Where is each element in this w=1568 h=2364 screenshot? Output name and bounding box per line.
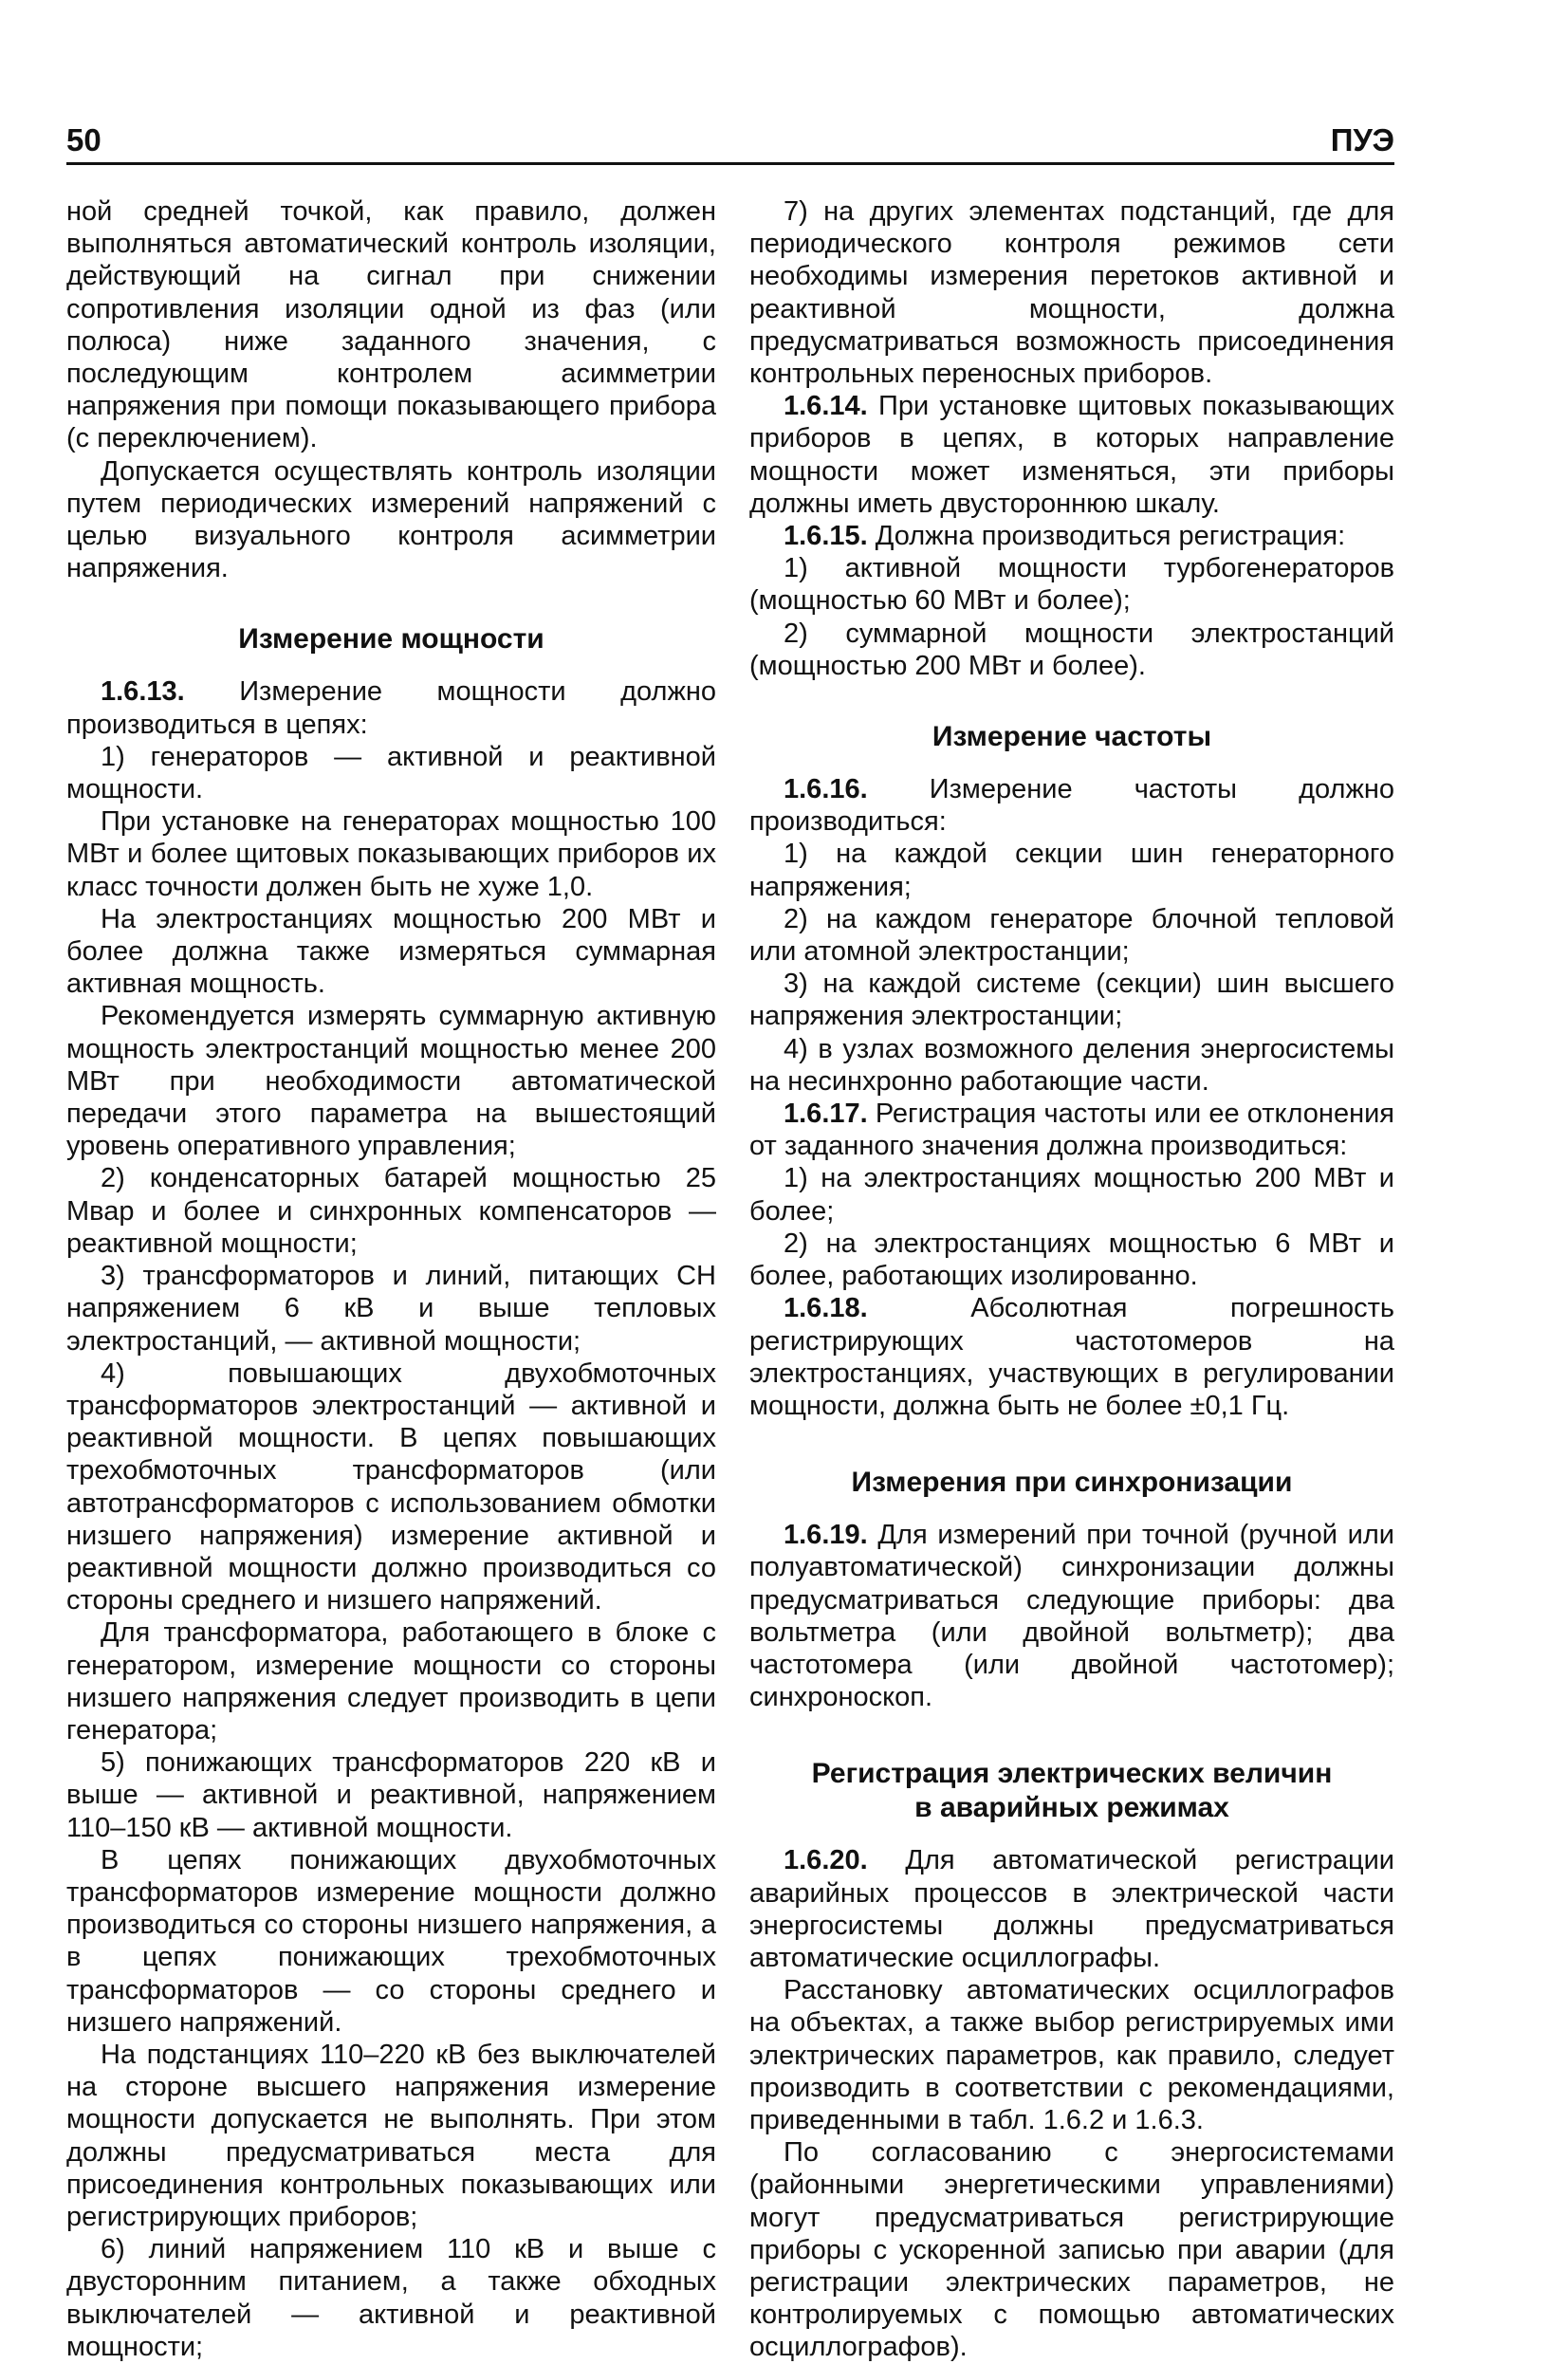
paragraph: Допускается осуществлять контроль изоляции путем периодических измерений напряжений с целью визуального контроля асимметрии напряжения.	[66, 455, 716, 584]
paragraph: Для трансформатора, работающего в блоке с генератором, измерение мощности со стороны низшего напряжения следует производить в цепи генератора;	[66, 1617, 716, 1745]
paragraph: По согласованию с энергосистемами (районными энергетическими управлениями) могут предусматриваться регистрирующие приборы с ускоренной записью при аварии (для регистрации электрических параметров, не контролируемых с помощью автоматических осциллографов).	[749, 2137, 1394, 2363]
list-item: 2) суммарной мощности электростанций (мощностью 200 МВт и более).	[749, 618, 1394, 681]
paragraph: ной средней точкой, как правило, должен выполняться автоматический контроль изоляции, действующий на сигнал при снижении сопротивления изоляции одной из фаз (или полюса) ниже заданного значения, с последующим контролем асимметрии напряжения при помощи показывающего прибора (с переключением).	[66, 196, 716, 454]
clause-number: 1.6.15.	[784, 521, 868, 552]
clause-text: Измерение частоты должно производиться:	[749, 774, 1394, 838]
paragraph-1-6-19	[749, 1519, 1394, 1713]
clause-text: Для автоматической регистрации аварийных процессов в электрической части энергосистемы должны предусматриваться автоматические осциллографы.	[749, 1845, 1394, 1973]
paragraph: Расстановку автоматических осциллографов на объектах, а также выбор регистрируемых ими электрических параметров, как правило, следует производить в соответствии с рекомендациями, приведенными в табл. 1.6.2 и 1.6.3.	[749, 1975, 1394, 2135]
paragraph: 5) понижающих трансформаторов 220 кВ и выше — активной и реактивной, напряжением 110–150 кВ — активной мощности.	[66, 1747, 716, 1843]
clause-number: 1.6.18.	[784, 1293, 868, 1324]
list-item: 4) в узлах возможного деления энергосистемы на несинхронно работающие части.	[749, 1033, 1394, 1097]
paragraph-1-6-18	[749, 1292, 1394, 1422]
section-heading-sync: Измерения при синхронизации	[851, 1467, 1293, 1499]
clause-text: Должна производиться регистрация:	[867, 521, 1346, 552]
clause-number: 1.6.19.	[784, 1520, 868, 1551]
paragraph: 2) конденсаторных батарей мощностью 25 Мвар и более и синхронных компенсаторов — реактивной мощности;	[66, 1163, 716, 1259]
clause-text: Абсолютная погрешность регистрирующих частотомеров на электростанциях, участвующих в регулировании мощности, должна быть не более ±0,1 Гц.	[749, 1293, 1394, 1421]
clause-text: Для измерений при точной (ручной или полуавтоматической) синхронизации должны предусматриваться следующие приборы: два вольтметра (или двойной вольтметр); два частотомера (или двойной частотомер); синхроноскоп.	[749, 1520, 1394, 1713]
paragraph: На электростанциях мощностью 200 МВт и более должна также измеряться суммарная активная мощность.	[66, 903, 716, 1000]
section-heading-emergency	[749, 1757, 1394, 1825]
list-item: 1) активной мощности турбогенераторов (мощностью 60 МВт и более);	[749, 553, 1394, 617]
list-item: 1) на каждой секции шин генераторного напряжения;	[749, 839, 1394, 902]
heading-line: Регистрация электрических величин	[811, 1758, 1333, 1790]
section-heading-power: Измерение мощности	[238, 623, 544, 656]
paragraph: При установке на генераторах мощностью 100 МВт и более щитовых показывающих приборов их класс точности должен быть не хуже 1,0.	[66, 806, 716, 902]
left-column	[66, 195, 716, 2363]
clause-number: 1.6.17.	[784, 1099, 868, 1130]
paragraph: На подстанциях 110–220 кВ без выключателей на стороне высшего напряжения измерение мощности допускается не выполнять. При этом должны предусматриваться места для присоединения контрольных показывающих или регистрирующих приборов;	[66, 2039, 716, 2232]
paragraph-1-6-13	[66, 675, 716, 740]
list-item: 1) на электростанциях мощностью 200 МВт и более;	[749, 1163, 1394, 1227]
paragraph: В цепях понижающих двухобмоточных трансформаторов измерение мощности должно производиться со стороны низшего напряжения, а в цепях понижающих трехобмоточных трансформаторов — со стороны среднего и низшего напряжений.	[66, 1844, 716, 2038]
paragraph-1-6-15	[749, 520, 1394, 552]
paragraph: 4) повышающих двухобмоточных трансформаторов электростанций — активной и реактивной мощности. В цепях повышающих трехобмоточных трансформаторов (или автотрансформаторов с использованием обмотки низшего напряжения) измерение активной и реактивной мощности должно производиться со стороны среднего и низшего напряжений.	[66, 1357, 716, 1616]
right-column	[749, 195, 1394, 2364]
paragraph-1-6-14	[749, 390, 1394, 520]
list-item: 2) на электростанциях мощностью 6 МВт и более, работающих изолированно.	[749, 1228, 1394, 1292]
clause-text: Измерение мощности должно производиться в цепях:	[66, 676, 716, 740]
running-title: ПУЭ	[1330, 122, 1394, 157]
paragraph-1-6-17	[749, 1098, 1394, 1162]
clause-number: 1.6.20.	[784, 1845, 868, 1876]
clause-number: 1.6.16.	[784, 774, 868, 805]
list-item: 3) на каждой системе (секции) шин высшего напряжения электростанции;	[749, 969, 1394, 1032]
section-heading-frequency: Измерение частоты	[932, 721, 1212, 753]
paragraph: 3) трансформаторов и линий, питающих СН напряжением 6 кВ и выше тепловых электростанций, — активной мощности;	[66, 1261, 716, 1357]
paragraph-1-6-16	[749, 773, 1394, 838]
paragraph: 6) линий напряжением 110 кВ и выше с двусторонним питанием, а также обходных выключателей — активной и реактивной мощности;	[66, 2234, 716, 2362]
page-number: 50	[66, 122, 101, 157]
list-item: 2) на каждом генераторе блочной тепловой или атомной электростанции;	[749, 903, 1394, 968]
page-header	[66, 121, 1394, 165]
paragraph: Рекомендуется измерять суммарную активную мощность электростанций мощностью менее 200 МВт при необходимости автоматической передачи этого параметра на вышестоящий уровень оперативного управления;	[66, 1001, 716, 1162]
paragraph: 7) на других элементах подстанций, где для периодического контроля режимов сети необходимы измерения перетоков активной и реактивной мощности, должна предусматриваться возможность присоединения контрольных переносных приборов.	[749, 196, 1394, 390]
heading-line: в аварийных режимах	[914, 1792, 1229, 1824]
clause-number: 1.6.13.	[101, 676, 185, 708]
clause-number: 1.6.14.	[784, 391, 868, 422]
clause-text: Регистрация частоты или ее отклонения от заданного значения должна производиться:	[749, 1099, 1394, 1162]
clause-text: При установке щитовых показывающих приборов в цепях, в которых направление мощности может изменяться, эти приборы должны иметь двустороннюю шкалу.	[749, 391, 1394, 519]
paragraph: 1) генераторов — активной и реактивной мощности.	[66, 741, 716, 805]
paragraph-1-6-20	[749, 1844, 1394, 1974]
